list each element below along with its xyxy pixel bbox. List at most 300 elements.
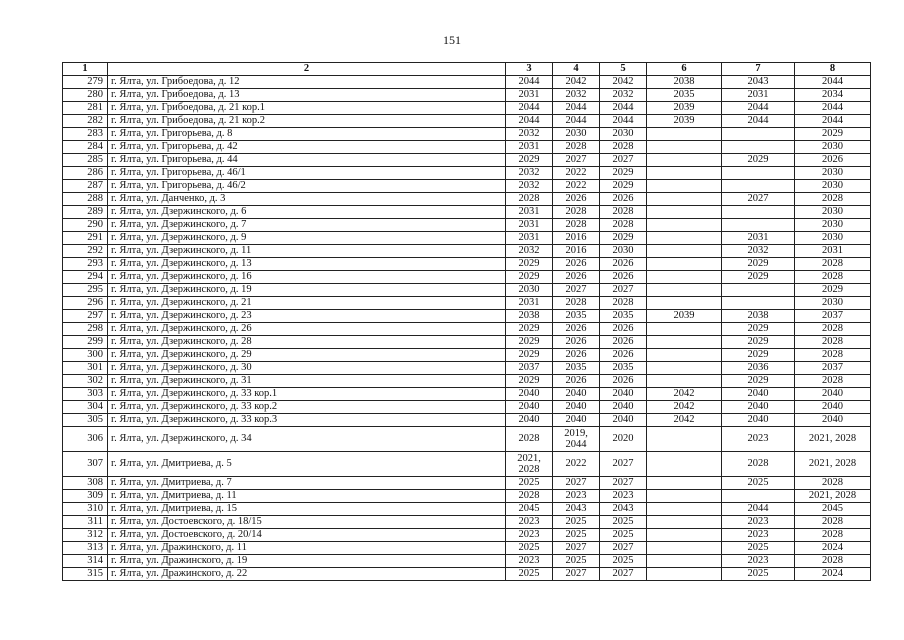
row-number-cell: 312 [63,529,108,542]
col8-cell: 2028 [795,323,871,336]
table-row [63,141,871,154]
row-number-cell: 280 [63,89,108,102]
col4-cell: 2035 [553,362,600,375]
address-cell: г. Ялта, ул. Дзержинского, д. 11 [108,245,506,258]
col5-cell: 2028 [600,141,647,154]
col3-cell: 2032 [506,245,553,258]
table-row [63,516,871,529]
table-row [63,167,871,180]
col3-cell: 2025 [506,477,553,490]
address-cell: г. Ялта, ул. Дзержинского, д. 31 [108,375,506,388]
col4-cell: 2026 [553,258,600,271]
col4-cell: 2023 [553,490,600,503]
col7-cell [722,128,795,141]
address-cell: г. Ялта, ул. Дзержинского, д. 7 [108,219,506,232]
col4-cell: 2044 [553,115,600,128]
col7-cell: 2028 [722,452,795,477]
col4-cell: 2028 [553,219,600,232]
row-number-cell: 283 [63,128,108,141]
col6-cell [647,427,722,452]
col4-cell: 2027 [553,154,600,167]
col7-cell [722,180,795,193]
row-number-cell: 290 [63,219,108,232]
table-row [63,232,871,245]
row-number-cell: 315 [63,568,108,581]
col6-cell [647,180,722,193]
header-col-2: 2 [108,63,506,76]
address-cell: г. Ялта, ул. Дзержинского, д. 13 [108,258,506,271]
data-table [62,62,871,581]
col6-cell [647,542,722,555]
col6-cell: 2035 [647,89,722,102]
col8-cell: 2028 [795,555,871,568]
col7-cell: 2027 [722,193,795,206]
col5-cell: 2029 [600,167,647,180]
col6-cell [647,529,722,542]
row-number-cell: 311 [63,516,108,529]
col7-cell: 2029 [722,323,795,336]
col4-cell: 2016 [553,245,600,258]
address-cell: г. Ялта, ул. Достоевского, д. 18/15 [108,516,506,529]
table-row [63,477,871,490]
col5-cell: 2043 [600,503,647,516]
address-cell: г. Ялта, ул. Дзержинского, д. 19 [108,284,506,297]
col4-cell: 2022 [553,452,600,477]
table-row [63,297,871,310]
table-row [63,102,871,115]
col5-cell: 2044 [600,102,647,115]
col4-cell: 2030 [553,128,600,141]
col5-cell: 2027 [600,568,647,581]
col4-cell: 2043 [553,503,600,516]
row-number-cell: 293 [63,258,108,271]
col3-cell: 2032 [506,180,553,193]
col6-cell [647,452,722,477]
col7-cell [722,297,795,310]
col8-cell: 2044 [795,76,871,89]
col6-cell [647,490,722,503]
col7-cell: 2044 [722,115,795,128]
col7-cell: 2025 [722,568,795,581]
col6-cell [647,193,722,206]
col8-cell: 2021, 2028 [795,452,871,477]
row-number-cell: 282 [63,115,108,128]
col5-cell: 2023 [600,490,647,503]
table-body [63,76,871,581]
col5-cell: 2027 [600,154,647,167]
col8-cell: 2030 [795,232,871,245]
col3-cell: 2023 [506,529,553,542]
col7-cell: 2031 [722,232,795,245]
col3-cell: 2028 [506,427,553,452]
col4-cell: 2028 [553,141,600,154]
col6-cell [647,477,722,490]
col8-cell: 2028 [795,271,871,284]
col3-cell: 2037 [506,362,553,375]
col6-cell [647,154,722,167]
col5-cell: 2025 [600,529,647,542]
col8-cell: 2028 [795,258,871,271]
col3-cell: 2029 [506,375,553,388]
col4-cell: 2028 [553,297,600,310]
table-row [63,271,871,284]
col7-cell: 2032 [722,245,795,258]
col5-cell: 2035 [600,310,647,323]
table-row [63,284,871,297]
col3-cell: 2030 [506,284,553,297]
address-cell: г. Ялта, ул. Дзержинского, д. 30 [108,362,506,375]
col7-cell: 2029 [722,271,795,284]
row-number-cell: 285 [63,154,108,167]
address-cell: г. Ялта, ул. Грибоедова, д. 12 [108,76,506,89]
col3-cell: 2044 [506,115,553,128]
table-row [63,219,871,232]
col4-cell: 2025 [553,529,600,542]
table-row [63,427,871,452]
row-number-cell: 294 [63,271,108,284]
col8-cell: 2031 [795,245,871,258]
col7-cell [722,490,795,503]
col6-cell [647,206,722,219]
col8-cell: 2028 [795,529,871,542]
address-cell: г. Ялта, ул. Григорьева, д. 46/2 [108,180,506,193]
col8-cell: 2028 [795,349,871,362]
col5-cell: 2026 [600,323,647,336]
col6-cell [647,245,722,258]
col7-cell: 2029 [722,349,795,362]
row-number-cell: 286 [63,167,108,180]
col3-cell: 2029 [506,336,553,349]
table-row [63,401,871,414]
header-col-1: 1 [63,63,108,76]
col3-cell: 2031 [506,297,553,310]
col7-cell: 2040 [722,414,795,427]
col4-cell: 2022 [553,180,600,193]
col7-cell: 2029 [722,258,795,271]
address-cell: г. Ялта, ул. Дзержинского, д. 33 кор.1 [108,388,506,401]
row-number-cell: 295 [63,284,108,297]
col4-cell: 2022 [553,167,600,180]
col5-cell: 2026 [600,349,647,362]
col3-cell: 2028 [506,490,553,503]
address-cell: г. Ялта, ул. Григорьева, д. 42 [108,141,506,154]
table-row [63,89,871,102]
col3-cell: 2031 [506,219,553,232]
col5-cell: 2020 [600,427,647,452]
col8-cell: 2024 [795,568,871,581]
address-cell: г. Ялта, ул. Достоевского, д. 20/14 [108,529,506,542]
col4-cell: 2040 [553,414,600,427]
header-col-8: 8 [795,63,871,76]
col5-cell: 2032 [600,89,647,102]
row-number-cell: 309 [63,490,108,503]
col4-cell: 2026 [553,375,600,388]
address-cell: г. Ялта, ул. Григорьева, д. 46/1 [108,167,506,180]
col3-cell: 2029 [506,323,553,336]
col4-cell: 2016 [553,232,600,245]
header-col-7: 7 [722,63,795,76]
col8-cell: 2026 [795,154,871,167]
col5-cell: 2029 [600,180,647,193]
address-cell: г. Ялта, ул. Дмитриева, д. 15 [108,503,506,516]
table-row [63,193,871,206]
col4-cell: 2026 [553,349,600,362]
row-number-cell: 279 [63,76,108,89]
address-cell: г. Ялта, ул. Дражинского, д. 19 [108,555,506,568]
col5-cell: 2027 [600,477,647,490]
table-row [63,542,871,555]
col8-cell: 2030 [795,141,871,154]
col5-cell: 2025 [600,555,647,568]
table-row [63,206,871,219]
col6-cell [647,362,722,375]
col8-cell: 2030 [795,167,871,180]
col4-cell: 2035 [553,310,600,323]
table-row [63,336,871,349]
col8-cell: 2024 [795,542,871,555]
col7-cell: 2025 [722,477,795,490]
col7-cell: 2023 [722,516,795,529]
col4-cell: 2026 [553,193,600,206]
col8-cell: 2030 [795,297,871,310]
col7-cell: 2023 [722,529,795,542]
table-row [63,154,871,167]
address-cell: г. Ялта, ул. Дмитриева, д. 5 [108,452,506,477]
table-row [63,362,871,375]
table-row [63,349,871,362]
col4-cell: 2042 [553,76,600,89]
col8-cell: 2028 [795,336,871,349]
row-number-cell: 300 [63,349,108,362]
row-number-cell: 296 [63,297,108,310]
col7-cell: 2025 [722,542,795,555]
col7-cell: 2029 [722,154,795,167]
col7-cell [722,167,795,180]
table-row [63,180,871,193]
row-number-cell: 289 [63,206,108,219]
col8-cell: 2021, 2028 [795,490,871,503]
col6-cell [647,503,722,516]
row-number-cell: 287 [63,180,108,193]
row-number-cell: 298 [63,323,108,336]
col3-cell: 2031 [506,89,553,102]
col3-cell: 2031 [506,141,553,154]
col7-cell [722,219,795,232]
col3-cell: 2023 [506,555,553,568]
col5-cell: 2028 [600,297,647,310]
table-row [63,323,871,336]
col4-cell: 2044 [553,102,600,115]
table-row [63,310,871,323]
col7-cell: 2036 [722,362,795,375]
table-row [63,555,871,568]
row-number-cell: 303 [63,388,108,401]
header-col-5: 5 [600,63,647,76]
col8-cell: 2044 [795,115,871,128]
col3-cell: 2025 [506,568,553,581]
col4-cell: 2040 [553,401,600,414]
col3-cell: 2040 [506,388,553,401]
row-number-cell: 313 [63,542,108,555]
table-row [63,529,871,542]
col6-cell: 2042 [647,401,722,414]
col8-cell: 2030 [795,180,871,193]
col5-cell: 2026 [600,336,647,349]
col3-cell: 2038 [506,310,553,323]
col6-cell [647,336,722,349]
row-number-cell: 291 [63,232,108,245]
col3-cell: 2028 [506,193,553,206]
col6-cell: 2042 [647,414,722,427]
row-number-cell: 305 [63,414,108,427]
col8-cell: 2028 [795,193,871,206]
col5-cell: 2028 [600,219,647,232]
col3-cell: 2044 [506,76,553,89]
col3-cell: 2029 [506,271,553,284]
row-number-cell: 307 [63,452,108,477]
col8-cell: 2045 [795,503,871,516]
header-row [63,63,871,76]
row-number-cell: 302 [63,375,108,388]
col6-cell: 2038 [647,76,722,89]
col6-cell [647,258,722,271]
col5-cell: 2027 [600,542,647,555]
col8-cell: 2029 [795,128,871,141]
col8-cell: 2030 [795,206,871,219]
row-number-cell: 288 [63,193,108,206]
address-cell: г. Ялта, ул. Дзержинского, д. 16 [108,271,506,284]
row-number-cell: 314 [63,555,108,568]
col8-cell: 2028 [795,375,871,388]
col4-cell: 2027 [553,568,600,581]
col3-cell: 2044 [506,102,553,115]
row-number-cell: 292 [63,245,108,258]
col7-cell: 2044 [722,102,795,115]
col6-cell: 2042 [647,388,722,401]
col4-cell: 2027 [553,542,600,555]
col5-cell: 2027 [600,452,647,477]
header-col-4: 4 [553,63,600,76]
col6-cell [647,128,722,141]
col6-cell: 2039 [647,115,722,128]
col3-cell: 2029 [506,349,553,362]
address-cell: г. Ялта, ул. Дражинского, д. 22 [108,568,506,581]
address-cell: г. Ялта, ул. Дражинского, д. 11 [108,542,506,555]
col8-cell: 2028 [795,516,871,529]
address-cell: г. Ялта, ул. Дзержинского, д. 21 [108,297,506,310]
col8-cell: 2040 [795,388,871,401]
col7-cell: 2040 [722,388,795,401]
col8-cell: 2040 [795,414,871,427]
col4-cell: 2032 [553,89,600,102]
address-cell: г. Ялта, ул. Дзержинского, д. 23 [108,310,506,323]
table-row [63,115,871,128]
col8-cell: 2028 [795,477,871,490]
table-row [63,568,871,581]
col6-cell: 2039 [647,310,722,323]
col8-cell: 2021, 2028 [795,427,871,452]
col5-cell: 2044 [600,115,647,128]
col5-cell: 2040 [600,401,647,414]
col5-cell: 2040 [600,414,647,427]
col8-cell: 2040 [795,401,871,414]
col6-cell [647,297,722,310]
col8-cell: 2029 [795,284,871,297]
table-row [63,375,871,388]
table-row [63,503,871,516]
address-cell: г. Ялта, ул. Дзержинского, д. 29 [108,349,506,362]
col6-cell [647,219,722,232]
header-col-6: 6 [647,63,722,76]
col6-cell [647,271,722,284]
col3-cell: 2029 [506,258,553,271]
col3-cell: 2031 [506,206,553,219]
table-row [63,258,871,271]
col4-cell: 2019, 2044 [553,427,600,452]
col3-cell: 2021, 2028 [506,452,553,477]
address-cell: г. Ялта, ул. Дмитриева, д. 11 [108,490,506,503]
row-number-cell: 284 [63,141,108,154]
col7-cell: 2038 [722,310,795,323]
address-cell: г. Ялта, ул. Дзержинского, д. 6 [108,206,506,219]
table-row [63,414,871,427]
col5-cell: 2025 [600,516,647,529]
col4-cell: 2026 [553,323,600,336]
col4-cell: 2026 [553,271,600,284]
address-cell: г. Ялта, ул. Дмитриева, д. 7 [108,477,506,490]
col3-cell: 2045 [506,503,553,516]
col7-cell: 2044 [722,503,795,516]
col6-cell [647,555,722,568]
col5-cell: 2042 [600,76,647,89]
col7-cell: 2029 [722,336,795,349]
col5-cell: 2026 [600,193,647,206]
header-col-3: 3 [506,63,553,76]
row-number-cell: 310 [63,503,108,516]
address-cell: г. Ялта, ул. Дзержинского, д. 34 [108,427,506,452]
col3-cell: 2025 [506,542,553,555]
address-cell: г. Ялта, ул. Дзержинского, д. 9 [108,232,506,245]
row-number-cell: 306 [63,427,108,452]
col5-cell: 2026 [600,258,647,271]
col8-cell: 2037 [795,310,871,323]
col6-cell [647,284,722,297]
col5-cell: 2027 [600,284,647,297]
col5-cell: 2040 [600,388,647,401]
address-cell: г. Ялта, ул. Грибоедова, д. 21 кор.2 [108,115,506,128]
col8-cell: 2044 [795,102,871,115]
col6-cell [647,232,722,245]
address-cell: г. Ялта, ул. Грибоедова, д. 21 кор.1 [108,102,506,115]
col5-cell: 2028 [600,206,647,219]
col6-cell [647,516,722,529]
row-number-cell: 297 [63,310,108,323]
col7-cell: 2029 [722,375,795,388]
address-cell: г. Ялта, ул. Дзержинского, д. 26 [108,323,506,336]
col7-cell: 2040 [722,401,795,414]
col8-cell: 2030 [795,219,871,232]
address-cell: г. Ялта, ул. Григорьева, д. 44 [108,154,506,167]
col6-cell: 2039 [647,102,722,115]
col4-cell: 2027 [553,284,600,297]
col4-cell: 2026 [553,336,600,349]
col3-cell: 2040 [506,414,553,427]
row-number-cell: 281 [63,102,108,115]
col7-cell [722,206,795,219]
col5-cell: 2030 [600,128,647,141]
table-row [63,76,871,89]
col7-cell: 2023 [722,555,795,568]
